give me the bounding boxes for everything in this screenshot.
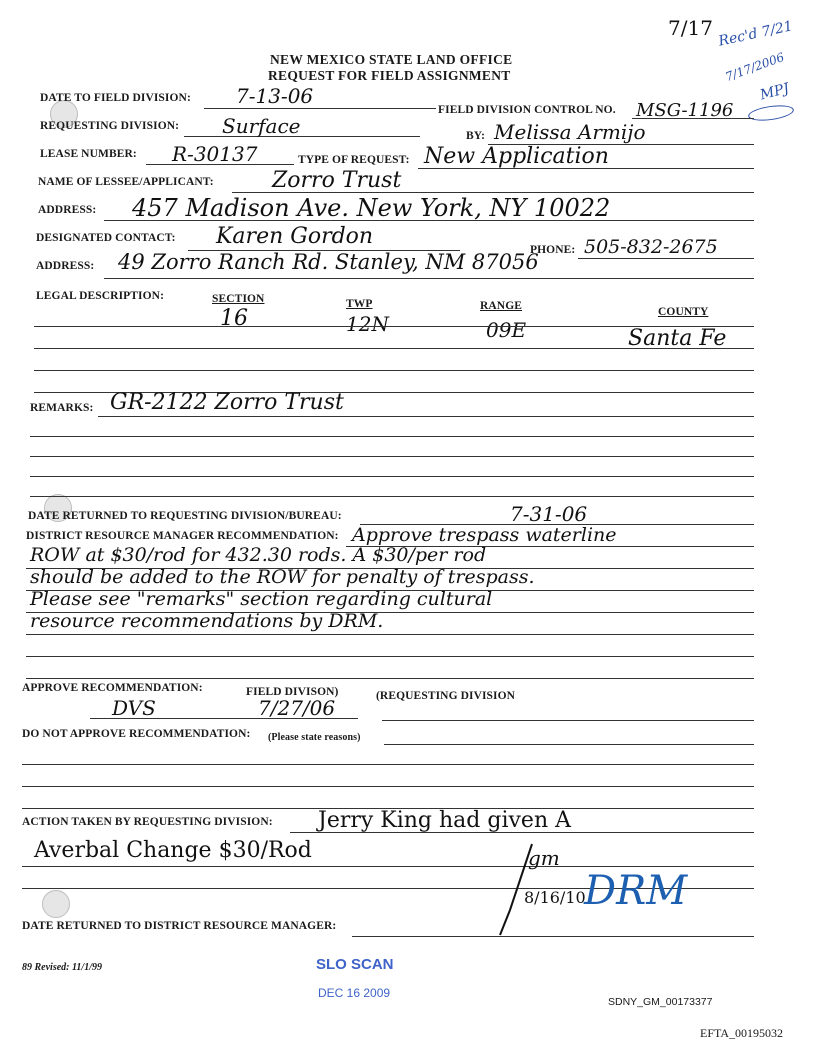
revised-note: 89 Revised: 11/1/99	[22, 962, 102, 973]
approval-date: 7/27/06	[258, 696, 336, 720]
action-signature: DRM	[584, 868, 688, 914]
county-value: Santa Fe	[628, 326, 727, 351]
control-no-value: MSG-1196	[636, 100, 734, 121]
recommendation-line-3: should be added to the ROW for penalty of trespass.	[30, 566, 535, 588]
approve-recommendation-label: APPROVE RECOMMENDATION:	[22, 682, 203, 694]
section-value: 16	[220, 306, 248, 331]
township-header: TWP	[346, 298, 373, 310]
recommendation-label: DISTRICT RESOURCE MANAGER RECOMMENDATION:	[26, 530, 339, 542]
recommendation-line-2: ROW at $30/rod for 432.30 rods. A $30/per rod	[30, 544, 487, 566]
not-approve-label: DO NOT APPROVE RECOMMENDATION:	[22, 728, 251, 740]
contact-address-label: ADDRESS:	[36, 260, 95, 272]
contact-address-value: 49 Zorro Ranch Rd. Stanley, NM 87056	[118, 250, 539, 274]
requesting-division-value: Surface	[222, 114, 301, 138]
township-value: 12N	[346, 312, 389, 336]
form-title-line2: REQUEST FOR FIELD ASSIGNMENT	[268, 68, 511, 83]
by-value: Melissa Armijo	[494, 120, 646, 144]
range-header: RANGE	[480, 300, 523, 312]
phone-label: PHONE:	[530, 244, 576, 256]
address-value: 457 Madison Ave. New York, NY 10022	[132, 194, 611, 222]
scan-stamp-date: DEC 16 2009	[318, 986, 391, 1000]
type-of-request-value: New Application	[424, 144, 609, 169]
type-of-request-label: TYPE OF REQUEST:	[298, 154, 410, 166]
corner-note: 7/17	[668, 16, 713, 40]
control-no-label: FIELD DIVISION CONTROL NO.	[438, 104, 616, 116]
phone-value: 505-832-2675	[584, 236, 718, 258]
field-division-label: FIELD DIVISON)	[246, 686, 339, 698]
received-note: Rec'd 7/21	[717, 18, 795, 50]
action-taken-label: ACTION TAKEN BY REQUESTING DIVISION:	[22, 816, 273, 828]
date-to-field-label: DATE TO FIELD DIVISION:	[40, 92, 191, 104]
date-returned-drm-label: DATE RETURNED TO DISTRICT RESOURCE MANAGER:	[22, 920, 337, 932]
received-initials-note: MPJ	[758, 80, 791, 104]
lessee-value: Zorro Trust	[272, 168, 402, 193]
bates-number: SDNY_GM_00173377	[608, 996, 713, 1008]
legal-description-label: LEGAL DESCRIPTION:	[36, 290, 165, 302]
action-date: 8/16/10	[524, 888, 586, 907]
action-slash-mark	[470, 840, 540, 940]
recommendation-line-4: Please see "remarks" section regarding cultural	[30, 588, 493, 610]
section-header: SECTION	[212, 293, 265, 305]
form-title-line1: NEW MEXICO STATE LAND OFFICE	[270, 52, 513, 67]
scan-stamp: SLO SCAN	[316, 956, 394, 973]
remarks-label: REMARKS:	[30, 402, 94, 414]
approval-initials: DVS	[112, 696, 156, 720]
designated-contact-label: DESIGNATED CONTACT:	[36, 232, 176, 244]
recommendation-line-1: Approve trespass waterline	[352, 524, 617, 546]
by-label: BY:	[466, 130, 486, 142]
range-value: 09E	[486, 318, 527, 342]
designated-contact-value: Karen Gordon	[216, 224, 374, 249]
requesting-division-label: REQUESTING DIVISION:	[40, 120, 180, 132]
lease-number-value: R-30137	[172, 142, 258, 166]
date-returned-value: 7-31-06	[510, 502, 588, 526]
punch-hole-bottom	[42, 890, 70, 918]
address-label: ADDRESS:	[38, 204, 97, 216]
action-initials: gm	[528, 846, 560, 870]
recommendation-line-5: resource recommendations by DRM.	[30, 610, 384, 632]
date-to-field-value: 7-13-06	[236, 84, 314, 108]
date-returned-label: DATE RETURNED TO REQUESTING DIVISION/BUREAU:	[28, 510, 342, 522]
efta-number: EFTA_00195032	[700, 1026, 784, 1040]
lessee-label: NAME OF LESSEE/APPLICANT:	[38, 176, 214, 188]
received-date-note: 7/17/2006	[723, 49, 787, 85]
action-line-2: Averbal Change $30/Rod	[34, 838, 312, 863]
initials-underline	[747, 103, 795, 123]
county-header: COUNTY	[658, 306, 709, 318]
remarks-value: GR-2122 Zorro Trust	[110, 390, 344, 415]
lease-number-label: LEASE NUMBER:	[40, 148, 137, 160]
requesting-division-approval-label: (REQUESTING DIVISION	[376, 690, 516, 702]
action-line-1: Jerry King had given A	[318, 808, 571, 833]
not-approve-note: (Please state reasons)	[268, 732, 361, 743]
